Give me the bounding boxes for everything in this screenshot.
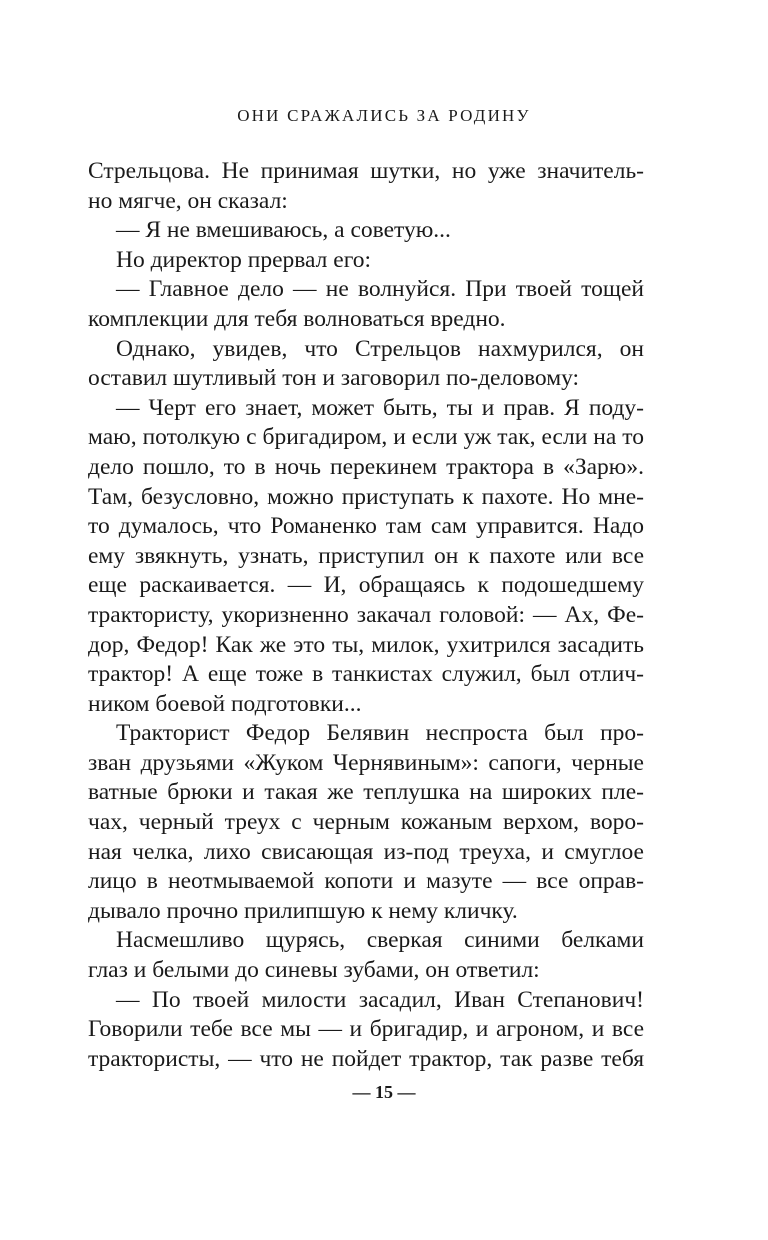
- text-line: — Главное дело — не волнуйся. При твоей тощей: [116, 276, 644, 303]
- text-line: дор, Федор! Как же это ты, милок, ухитрился засадить: [88, 631, 644, 658]
- text-line: трактор! А еще тоже в танкистах служил, был отлич-: [88, 661, 644, 688]
- text-line: Стрельцова. Не принимая шутки, но уже значитель-: [88, 158, 644, 184]
- text-line: то думалось, что Романенко там сам управится. Надо: [88, 513, 644, 540]
- text-line: комплекции для тебя волноваться вредно.: [88, 305, 506, 332]
- text-line: еще раскаивается. — И, обращаясь к подошедшему: [88, 572, 644, 599]
- text-line: глаз и белыми до синевы зубами, он ответил:: [88, 957, 540, 984]
- text-line: ником боевой подготовки...: [88, 690, 362, 717]
- text-line: чах, черный треух с черным кожаным верхом, воро-: [88, 809, 644, 836]
- text-line: — Я не вмешиваюсь, а советую...: [116, 217, 451, 244]
- text-line: Там, безусловно, можно приступать к пахоте. Но мне-: [88, 483, 644, 510]
- text-line: Говорили тебе все мы — и бригадир, и агроном, и все: [88, 1016, 644, 1043]
- text-line: маю, потолкую с бригадиром, и если уж так, если на то: [88, 424, 644, 451]
- text-line: Но директор прервал его:: [116, 246, 372, 273]
- text-line: Однако, увидев, что Стрельцов нахмурился, он: [116, 335, 644, 362]
- text-line: лицо в неотмываемой копоти и мазуте — все оправ-: [88, 868, 644, 895]
- text-line: ватные брюки и такая же теплушка на широких пле-: [88, 779, 644, 806]
- text-line: ная челка, лихо свисающая из-под треуха, и смуглое: [88, 838, 644, 865]
- text-line: Тракторист Федор Белявин неспроста был про-: [116, 720, 644, 747]
- text-line: но мягче, он сказал:: [88, 187, 288, 214]
- text-line: дывало прочно прилипшую к нему кличку.: [88, 897, 518, 924]
- text-line: дело пошло, то в ночь перекинем трактора в «Зарю».: [88, 453, 644, 480]
- running-head: ОНИ СРАЖАЛИСЬ ЗА РОДИНУ: [237, 106, 531, 125]
- text-line: Насмешливо щурясь, сверкая синими белками: [116, 927, 644, 954]
- text-line: оставил шутливый тон и заговорил по-деловому:: [88, 365, 580, 392]
- text-line: ему звякнуть, узнать, приступил он к пахоте или все: [88, 542, 644, 569]
- text-line: — Черт его знает, может быть, ты и прав. Я поду-: [116, 394, 644, 421]
- text-line: трактористы, — что не пойдет трактор, так разве тебя: [88, 1045, 644, 1072]
- body-text: [88, 157, 644, 1074]
- page-number: — 15 —: [352, 1082, 416, 1102]
- text-line: — По твоей милости засадил, Иван Степанович!: [116, 986, 644, 1013]
- text-line: трактористу, укоризненно закачал головой: — Ах, Фе-: [88, 601, 644, 628]
- text-line: зван друзьями «Жуком Чернявиным»: сапоги, черные: [88, 749, 644, 776]
